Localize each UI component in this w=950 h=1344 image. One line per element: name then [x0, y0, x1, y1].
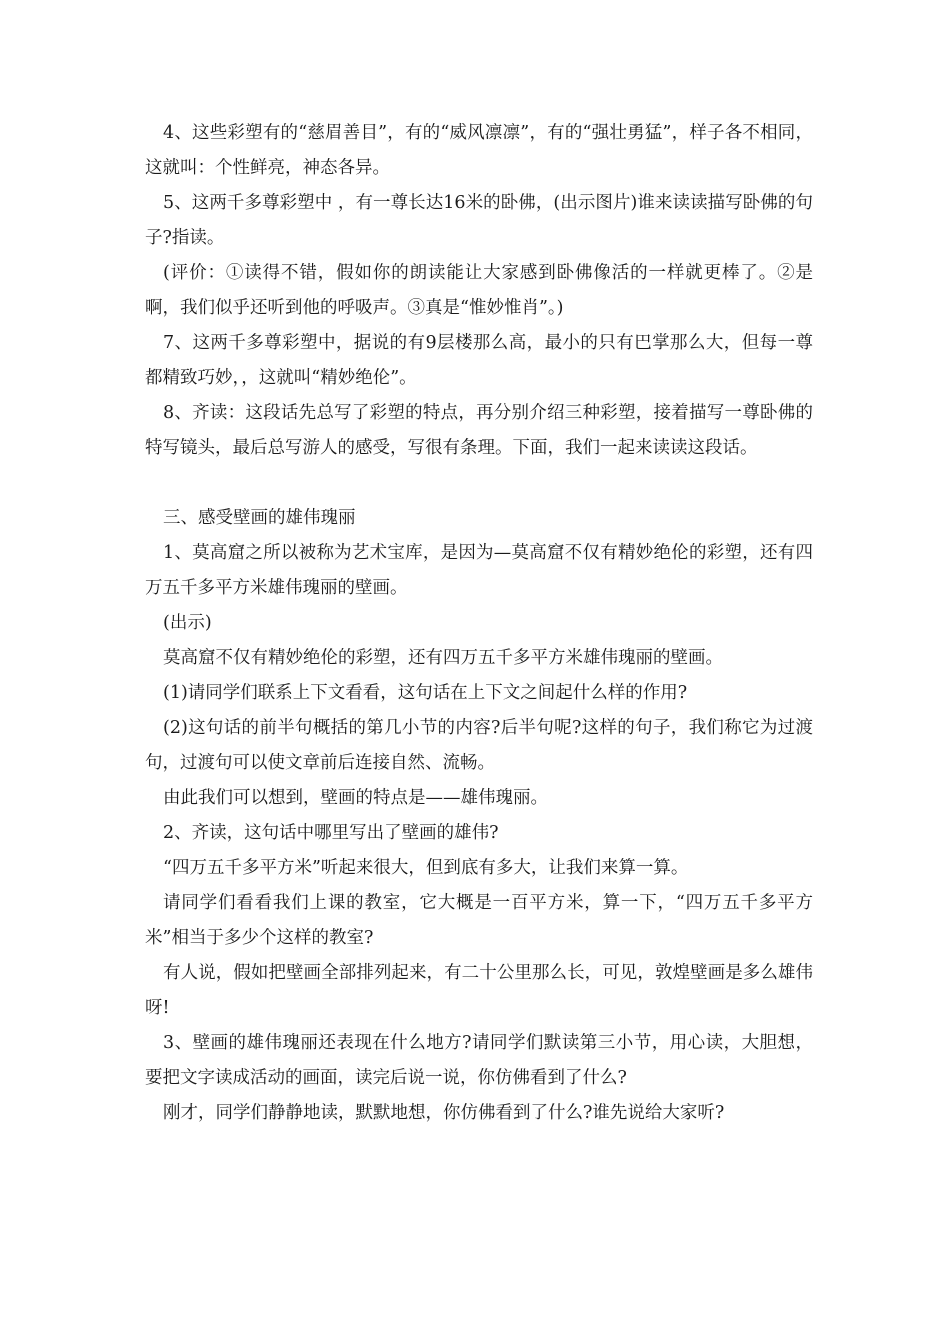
paragraph-quote: 莫高窟不仅有精妙绝伦的彩塑，还有四万五千多平方米雄伟瑰丽的壁画。	[163, 648, 723, 668]
paragraph-section3-item-3: 3、壁画的雄伟瑰丽还表现在什么地方?请同学们默读第三小节，用心读，大胆想，要把文字读成活动的画面，读完后说一说，你仿佛看到了什么?	[145, 1033, 813, 1088]
paragraph-evaluation: (评价：①读得不错，假如你的朗读能让大家感到卧佛像活的一样就更棒了。②是啊，我们似乎还听到他的呼吸声。③真是“惟妙惟肖”。)	[145, 263, 813, 318]
paragraph-length: 有人说，假如把壁画全部排列起来，有二十公里那么长，可见，敦煌壁画是多么雄伟呀!	[145, 963, 813, 1018]
paragraph-question-2: (2)这句话的前半句概括的第几小节的内容?后半句呢?这样的句子，我们称它为过渡句，过渡句可以使文章前后连接自然、流畅。	[145, 718, 813, 773]
paragraph-item-5: 5、这两千多尊彩塑中 ，有一尊长达16米的卧佛，(出示图片)谁来读读描写卧佛的句子?指读。	[145, 193, 813, 248]
paragraph-item-7: 7、这两千多尊彩塑中，据说的有9层楼那么高，最小的只有巴掌那么大，但每一尊都精致巧妙，，这就叫“精妙绝伦”。	[145, 333, 813, 388]
paragraph-closing: 刚才，同学们静静地读，默默地想，你仿佛看到了什么?谁先说给大家听?	[163, 1103, 725, 1123]
paragraph-show: (出示)	[163, 613, 212, 633]
paragraph-area: “四万五千多平方米”听起来很大，但到底有多大，让我们来算一算。	[163, 858, 689, 878]
section-heading: 三、感受壁画的雄伟瑰丽	[163, 508, 356, 528]
paragraph-classroom: 请同学们看看我们上课的教室，它大概是一百平方米，算一下，“四万五千多平方米”相当于多少个这样的教室?	[145, 893, 813, 948]
document-page	[145, 116, 813, 1131]
paragraph-feature: 由此我们可以想到，壁画的特点是——雄伟瑰丽。	[163, 788, 548, 808]
paragraph-section3-item-2: 2、齐读，这句话中哪里写出了壁画的雄伟?	[163, 823, 499, 843]
paragraph-question-1: (1)请同学们联系上下文看看，这句话在上下文之间起什么样的作用?	[163, 683, 688, 703]
paragraph-item-8: 8、齐读：这段话先总写了彩塑的特点，再分别介绍三种彩塑，接着描写一尊卧佛的特写镜头，最后总写游人的感受，写很有条理。下面，我们一起来读读这段话。	[145, 403, 813, 458]
paragraph-item-4: 4、这些彩塑有的“慈眉善目”，有的“威风凛凛”，有的“强壮勇猛”，样子各不相同，这就叫：个性鲜亮，神态各异。	[145, 123, 813, 178]
blank-line	[145, 466, 813, 501]
paragraph-section3-item-1: 1、莫高窟之所以被称为艺术宝库，是因为—莫高窟不仅有精妙绝伦的彩塑，还有四万五千多平方米雄伟瑰丽的壁画。	[145, 543, 813, 598]
